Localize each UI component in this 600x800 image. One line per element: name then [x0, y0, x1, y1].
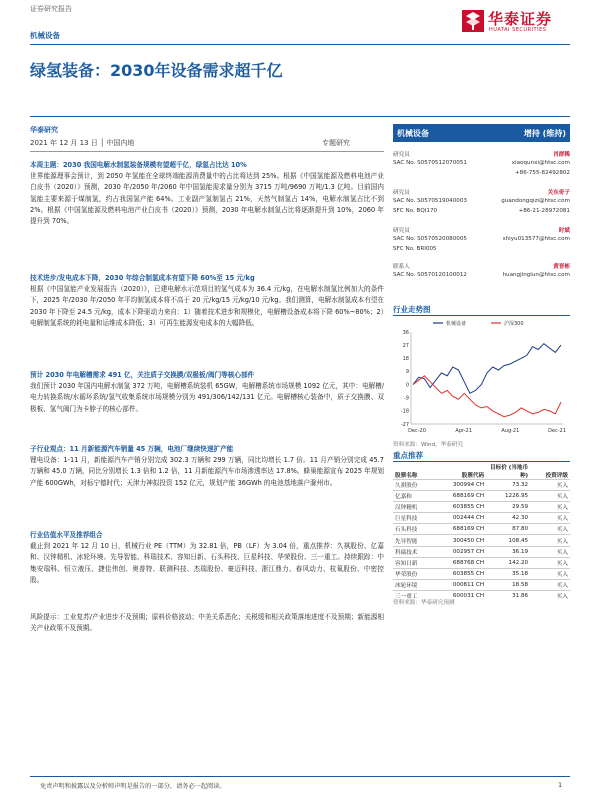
paragraph-4-head: 子行业观点：11 月新能源汽车销量 45 万辆，电池厂继续快速扩产能: [30, 445, 234, 453]
analyst-email[interactable]: huangjinglun@htsc.com: [502, 272, 570, 278]
paragraph-3-body: 我们预计 2030 年国内电解水制氢 372 万吨，电解槽系统装机 65GW，电解槽系统市场规模 1092 亿元，其中：电解槽/电力转换系统/水循环系统/氢气收集系统市场规模分别为 491/306/142/131 亿元。电解槽核心装备中，质子交换膜、双极板、氢气阀门为卡脖子的核心部件。: [30, 382, 384, 413]
stock-code: 002444 CH: [452, 515, 485, 522]
stock-name: 科瑞技术: [395, 549, 418, 556]
y-tick-label: 18: [402, 356, 409, 363]
series-line-machinery: [413, 344, 561, 394]
logo-cn: 华泰证券: [488, 10, 553, 28]
rating-value: 增持 (维持): [523, 129, 566, 138]
paragraph-2-body: 根据《中国氢能产业发展报告（2020）》，已建电解水示范项目的氢气成本为 36.4 元/kg，在电解水制氢比例加大的条件下，2025 年/2030 年/2050 年平均制氢成本将不高于 20 元/kg/15 元/kg/10 元/kg。我们测算，电解水制氢成本有望在 2030 年下降至 24.5 元/kg，成本下降驱动力来自：1）随着技术进步和规模化，电解槽设备成本将下降 60%~80%；2）电解制氢系统的耗电量和运维成本降低；3）可再生能源发电成本的大幅降低。: [30, 285, 384, 327]
industry-trend-chart: [393, 318, 570, 440]
col-header: 股票代码: [461, 473, 485, 479]
analyst-role: 研究员: [393, 152, 410, 158]
risk-paragraph: [30, 612, 384, 634]
analyst-sac: SAC No. S0570520080005: [393, 236, 467, 242]
stock-code: 603855 CH: [452, 570, 485, 577]
title-divider: [30, 116, 570, 117]
y-tick-label: 0: [405, 382, 409, 389]
analyst-phone: +86-755-82492802: [515, 170, 570, 176]
rating-sector: 机械设备: [397, 129, 429, 138]
stock-code: 002957 CH: [452, 548, 485, 555]
meta-divider: [30, 151, 384, 152]
table-row: [393, 535, 570, 546]
table-row: [393, 568, 570, 579]
col-header: 投资评级: [545, 473, 568, 479]
recommend-divider: [393, 461, 570, 462]
page-number: 1: [558, 781, 563, 789]
analyst-sac: SAC No. S0570519040003: [393, 198, 467, 204]
huatai-logo: [462, 8, 572, 38]
rating: 买入: [556, 571, 568, 578]
report-type: 专题研究: [322, 139, 350, 147]
paragraph-1-body: 世界能源理事会预计，到 2050 年氢能在全球终端能源消费量中的占比将达到 25%。根据《中国氢能源及燃料电池产业白皮书（2020）》预测，2030 年/2050 年/2060 年中国氢能需求量分别为 3715 万吨/9690 万吨/1.3 亿吨。目前国内氢能主要来源于煤制氢，约占我国氢产能 64%。工业副产氢制氢占 21%，天然气制氢占 14%，电解水制氢占比不到 2%。根据《中国氢能源及燃料电池产业白皮书（2020）》预测，2030 年电解水制氢占比将逐渐提升到 10%，2060 年提升到 70%。: [30, 172, 384, 226]
paragraph-1-head: 本周主题：2030 我国电解水制氢装备规模有望超千亿，绿氢占比达 10%: [30, 161, 247, 169]
table-row: [393, 502, 570, 513]
analyst-role: 联系人: [393, 264, 410, 270]
rating: 买入: [556, 538, 568, 545]
analyst-name: 肖群稀: [553, 152, 570, 158]
y-tick-label: -9: [404, 395, 409, 402]
stock-code: 300450 CH: [452, 537, 485, 544]
risk-body: 风险提示：工业复苏/产业进步不及预期；原料价格波动；中美关系恶化；关税缓和相关政策落地进度不及预期；新能源相关产业政策不及预期。: [30, 613, 384, 633]
huatai-logo-icon: [462, 10, 484, 32]
y-tick-label: 9: [405, 369, 409, 376]
rating: 买入: [556, 516, 568, 523]
analyst-role: 研究员: [393, 190, 410, 196]
series-line-csi300: [413, 376, 561, 417]
report-title: 绿氢装备：2030年设备需求超千亿: [30, 61, 283, 80]
analyst-1: [393, 150, 570, 180]
stock-name: 亿嘉和: [395, 494, 412, 501]
paragraph-4-body: 锂电设备：1-11 月，新能源汽车产销分别完成 302.3 万辆和 299 万辆，同比均增长 1.7 倍。11 月产销分别完成 45.7 万辆和 45.0 万辆，同比分别增长 1.3 倍和 1.2 倍，11 月新能源汽车市场渗透率达 17.8%。蜂巢能源宣布 2025 年规划产能 600GWh，对标宁德时代；天津力神拟投资 152 亿元，规划产能 36GWh 的电池基地落户滁州市。: [30, 456, 384, 487]
table-row: [393, 491, 570, 502]
trend-title: 行业走势图: [393, 305, 431, 314]
paragraph-5-head: 行业估值水平及推荐组合: [30, 531, 103, 539]
report-kind: 证券研究报告: [30, 5, 72, 13]
stock-code: 688768 CH: [452, 559, 485, 566]
table-row: [393, 579, 570, 590]
stock-name: 华荣股份: [395, 571, 418, 578]
col-header: 股票名称: [395, 473, 418, 479]
rating: 买入: [556, 560, 568, 567]
stock-code: 688169 CH: [452, 526, 485, 533]
stock-code: 603855 CH: [452, 504, 485, 511]
recommend-table: [393, 463, 570, 602]
stock-name: 冰轮环境: [395, 582, 418, 589]
sector-label: 机械设备: [30, 31, 60, 40]
analyst-name: 时斌: [558, 228, 570, 234]
stock-name: 石头科技: [395, 527, 418, 534]
date-line: 2021 年 12 月 13 日 │ 中国内地: [30, 139, 135, 147]
analyst-sac: SAC No. S0570120100012: [393, 272, 467, 278]
rating: 买入: [556, 527, 568, 534]
analyst-sfc: SFC No. BRI005: [393, 246, 437, 252]
rating: 买入: [556, 494, 568, 501]
trend-source: 资料来源：Wind，华泰研究: [393, 442, 463, 448]
legend-label: 机械设备: [446, 321, 467, 327]
x-tick-label: Dec-21: [548, 428, 566, 434]
stock-name: 汉钟精机: [395, 505, 418, 512]
y-tick-label: -18: [400, 408, 409, 415]
stock-name: 巨星科技: [395, 516, 418, 523]
stock-name: 先导智能: [395, 538, 418, 545]
paragraph-3: [30, 370, 384, 415]
analyst-role: 研究员: [393, 228, 410, 234]
stock-name: 久祺股份: [395, 483, 418, 490]
target-price: 36.19: [512, 548, 529, 555]
trend-divider: [393, 315, 570, 316]
x-tick-label: Aug-21: [501, 428, 520, 434]
paragraph-4: [30, 444, 384, 489]
rating-box: [393, 124, 570, 142]
paragraph-5: [30, 530, 384, 586]
x-tick-label: Apr-21: [455, 428, 472, 434]
analyst-email[interactable]: xiaoqunxi@htsc.com: [511, 160, 570, 166]
target-price: 108.45: [508, 537, 529, 544]
y-tick-label: 27: [402, 342, 409, 349]
stock-name: 容知日新: [395, 560, 418, 567]
target-price: 29.59: [512, 504, 529, 511]
target-price: 142.20: [508, 559, 529, 566]
paragraph-2: [30, 273, 384, 329]
analyst-phone: +86-21-28972081: [518, 208, 570, 214]
paragraph-2-head: 技术进步/发电成本下降，2030 年综合制氢成本有望下降 60%至 15 元/kg: [30, 274, 255, 282]
analyst-sac: SAC No. S0570512070051: [393, 160, 467, 166]
analyst-sfc: SFC No. BQI170: [393, 208, 438, 214]
analyst-name: 黄晋彬: [553, 264, 570, 270]
analyst-email[interactable]: shiyu013577@htsc.com: [502, 236, 570, 242]
target-price: 73.32: [512, 482, 529, 489]
target-price: 18.58: [512, 581, 529, 588]
paragraph-5-body: 截止到 2021 年 12 月 10 日，机械行业 PE（TTM）为 32.81 倍，PB（LF）为 3.04 倍，重点推荐：久祺股份、亿嘉和、汉钟精机、冰轮环境、先导智能、科瑞技术、容知日新、石头科技、巨星科技、华荣股份、三一重工。持续跟踪：中集安瑞科、恒立液压、捷佳伟创、奥普特、联测科技、杰瑞股份、豪迈科技、浙江鼎力、春风动力、杭氧股份、中密控股。: [30, 542, 384, 584]
recommend-source: 资料来源：华泰研究预测: [393, 600, 455, 606]
footer-divider: [30, 776, 570, 777]
target-price: 35.18: [512, 570, 529, 577]
table-row: [393, 513, 570, 524]
rating: 买入: [556, 549, 568, 556]
analyst-email[interactable]: guandongqizi@htsc.com: [501, 198, 570, 204]
stock-name: 三一重工: [395, 594, 418, 601]
col-header: 目标价 (当地币种): [490, 465, 529, 479]
table-row: [393, 557, 570, 568]
y-tick-label: -27: [400, 421, 409, 428]
target-price: 31.86: [512, 593, 529, 600]
stock-code: 600031 CH: [452, 593, 485, 600]
rating: 买入: [556, 582, 568, 589]
table-row: [393, 524, 570, 535]
table-row: [393, 480, 570, 491]
analyst-name: 关东奇子: [547, 190, 570, 196]
header-divider: [30, 44, 570, 45]
recommend-title: 重点推荐: [393, 451, 423, 460]
stock-code: 300994 CH: [452, 482, 485, 489]
target-price: 1226.95: [504, 493, 529, 500]
footer-note: 免责声明和披露以及分析师声明是报告的一部分，请务必一起阅读。: [40, 783, 226, 790]
rating: 买入: [556, 483, 568, 490]
target-price: 87.80: [512, 526, 529, 533]
table-row: [393, 546, 570, 557]
analyst-4: [393, 262, 570, 282]
analyst-2: [393, 188, 570, 218]
stock-code: 000811 CH: [452, 581, 485, 588]
logo-en: HUATAI SECURITIES: [489, 27, 547, 33]
stock-code: 688169 CH: [452, 493, 485, 500]
paragraph-1: [30, 160, 384, 227]
rating: 买入: [556, 505, 568, 512]
target-price: 42.30: [512, 515, 529, 522]
y-tick-label: 36: [402, 329, 409, 336]
org-name: 华泰研究: [30, 126, 58, 134]
legend-label: 沪深300: [504, 321, 524, 327]
rating: 买入: [556, 594, 568, 601]
analyst-3: [393, 226, 570, 256]
paragraph-3-head: 预计 2030 年电解槽需求 491 亿，关注质子交换膜/双极板/阀门等核心部件: [30, 371, 255, 379]
x-tick-label: Dec-20: [408, 428, 426, 434]
